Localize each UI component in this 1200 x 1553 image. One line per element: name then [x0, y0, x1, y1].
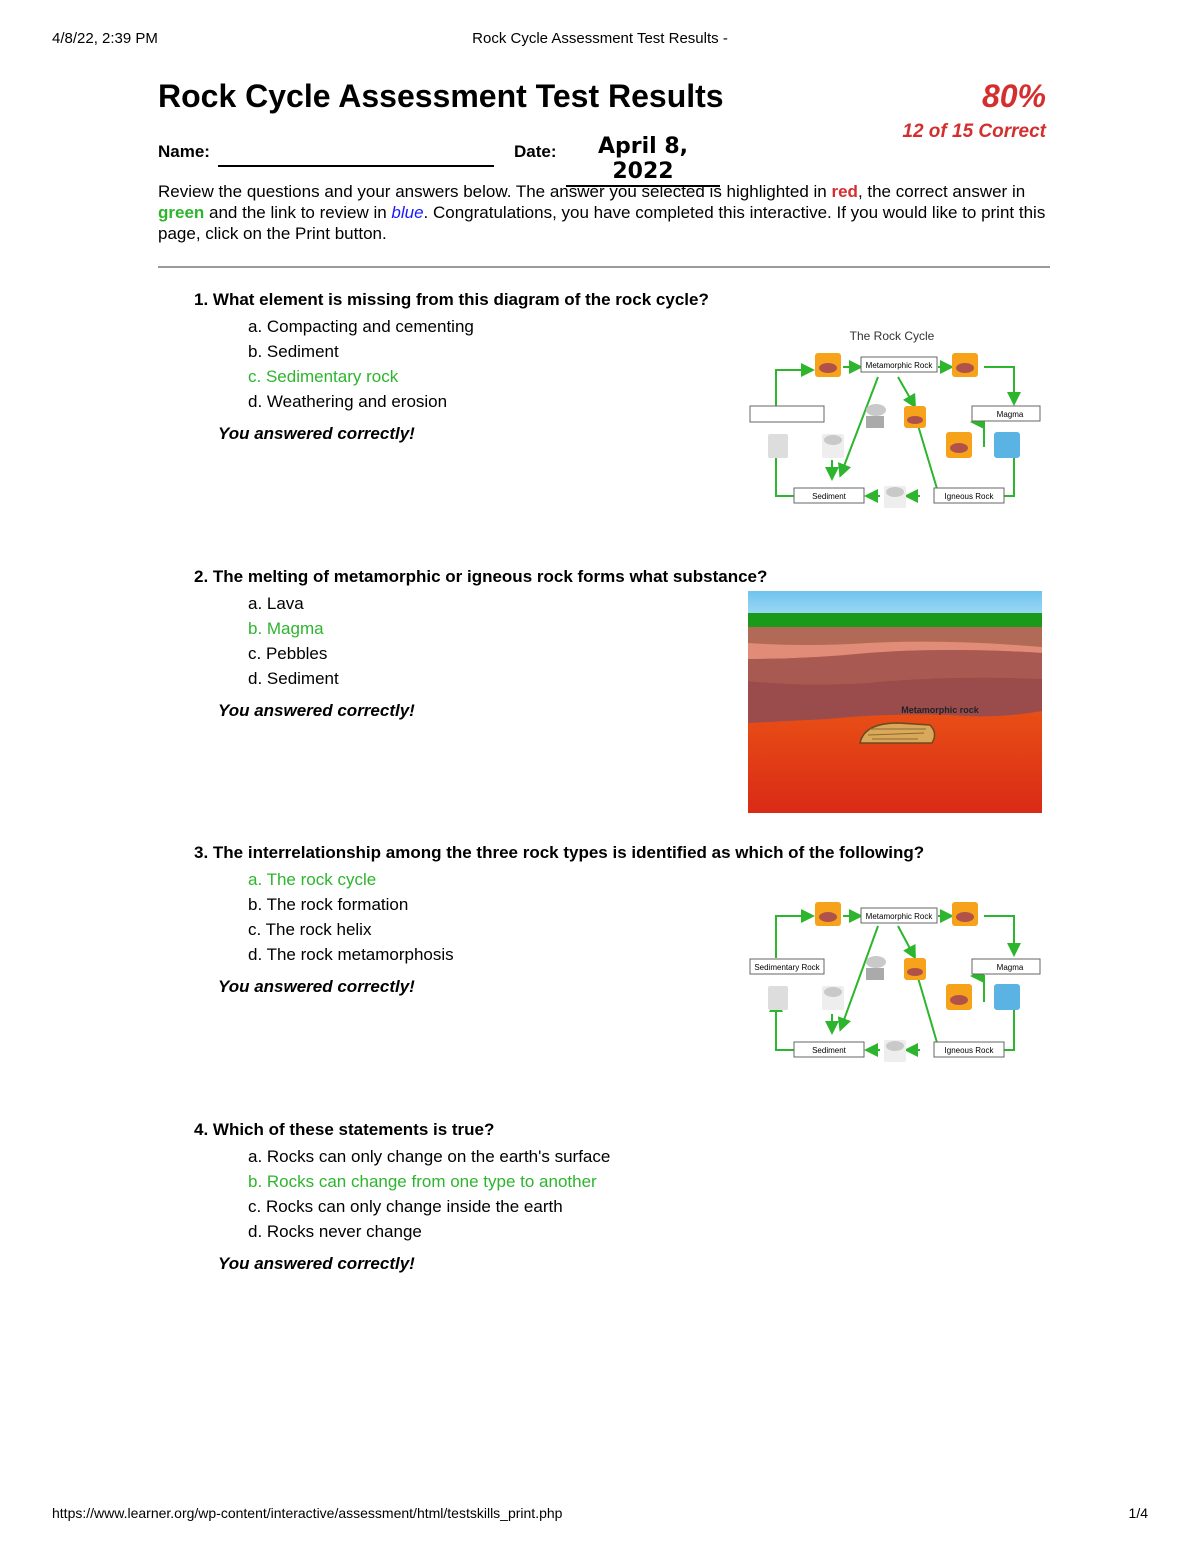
option-b: b. Sediment	[248, 342, 339, 361]
press-icon	[768, 434, 788, 458]
intro-part-3: and the link to review in	[204, 203, 392, 222]
option-a: a. Rocks can only change on the earth's surface	[248, 1147, 611, 1166]
intro-blue-word: blue	[391, 203, 424, 222]
cloud-icon	[866, 404, 886, 416]
print-page-title: Rock Cycle Assessment Test Results -	[472, 30, 728, 47]
grass-layer	[748, 613, 1042, 627]
divider	[158, 266, 1050, 268]
rock-cycle-diagram-2	[746, 898, 1046, 1066]
earth-cross-section-diagram	[748, 591, 1042, 813]
answer-options	[194, 867, 734, 967]
option-b-correct: b. Rocks can change from one type to another	[248, 1172, 597, 1191]
print-datetime: 4/8/22, 2:39 PM	[52, 30, 158, 47]
intro-part-1: Review the questions and your answers below. The answer you selected is highlighted in	[158, 182, 832, 201]
score-percent: 80%	[981, 78, 1046, 114]
option-b-correct: b. Magma	[248, 619, 324, 638]
option-a-correct: a. The rock cycle	[248, 870, 377, 889]
question-1	[194, 290, 734, 444]
feedback: You answered correctly!	[218, 1254, 415, 1273]
intro-part-4: . Congratulations, you have completed this interactive. If you would like to print this page, click on the Print button.	[158, 203, 1046, 243]
date-value: April 8, 2022	[566, 134, 720, 187]
date-label: Date:	[514, 142, 557, 161]
intro-red-word: red	[831, 182, 858, 201]
intro-part-2: , the correct answer in	[857, 182, 1026, 201]
option-a: a. Compacting and cementing	[248, 317, 474, 336]
press-icon	[768, 986, 788, 1010]
magma-label: Magma	[996, 963, 1024, 972]
name-label: Name:	[158, 142, 210, 161]
intro-green-word: green	[158, 203, 205, 222]
option-c-correct: c. Sedimentary rock	[248, 367, 399, 386]
score-summary: 12 of 15 Correct	[902, 121, 1046, 142]
answer-options	[194, 591, 734, 691]
sediment-label: Sediment	[812, 492, 846, 501]
cloud-icon	[866, 956, 886, 968]
name-field	[218, 165, 494, 167]
print-url: https://www.learner.org/wp-content/interactive/assessment/html/testskills_print.php	[52, 1505, 563, 1521]
question-text: 4. Which of these statements is true?	[194, 1120, 495, 1139]
rock-cycle-diagram-1	[746, 322, 1046, 512]
option-d: d. Rocks never change	[248, 1222, 422, 1241]
answer-options	[194, 1144, 734, 1244]
metamorphic-rock-label: Metamorphic Rock	[865, 361, 933, 370]
option-d: d. Weathering and erosion	[248, 392, 448, 411]
igneous-rock-label: Igneous Rock	[944, 492, 994, 501]
page-title: Rock Cycle Assessment Test Results	[158, 78, 724, 114]
feedback: You answered correctly!	[218, 977, 415, 996]
question-2	[194, 567, 768, 721]
option-a: a. Lava	[248, 594, 304, 613]
option-d: d. The rock metamorphosis	[248, 945, 454, 964]
cooling-icon	[994, 432, 1020, 458]
metamorphic-rock-label: Metamorphic rock	[901, 705, 979, 715]
metamorphic-rock-label: Metamorphic Rock	[865, 912, 933, 921]
igneous-rock-label: Igneous Rock	[944, 1046, 994, 1055]
option-c: c. Rocks can only change inside the earth	[248, 1197, 563, 1216]
feedback: You answered correctly!	[218, 701, 415, 720]
magma-label: Magma	[996, 410, 1024, 419]
option-c: c. Pebbles	[248, 644, 328, 663]
question-text: 1. What element is missing from this diagram of the rock cycle?	[194, 290, 709, 309]
feedback: You answered correctly!	[218, 424, 415, 443]
question-text: 2. The melting of metamorphic or igneous rock forms what substance?	[194, 567, 768, 586]
question-text: 3. The interrelationship among the three rock types is identified as which of the following?	[194, 843, 925, 862]
question-4	[194, 1120, 734, 1274]
option-b: b. The rock formation	[248, 895, 409, 914]
answer-options	[194, 314, 734, 414]
sediment-label: Sediment	[812, 1046, 846, 1055]
intro-text	[158, 181, 1048, 244]
sedimentary-rock-label: Sedimentary Rock	[754, 963, 820, 972]
sky	[748, 591, 1042, 613]
option-d: d. Sediment	[248, 669, 339, 688]
diagram-title: The Rock Cycle	[849, 329, 935, 343]
option-c: c. The rock helix	[248, 920, 372, 939]
missing-label-box	[750, 406, 824, 422]
cooling-icon	[994, 984, 1020, 1010]
print-page-number: 1/4	[1128, 1505, 1148, 1521]
